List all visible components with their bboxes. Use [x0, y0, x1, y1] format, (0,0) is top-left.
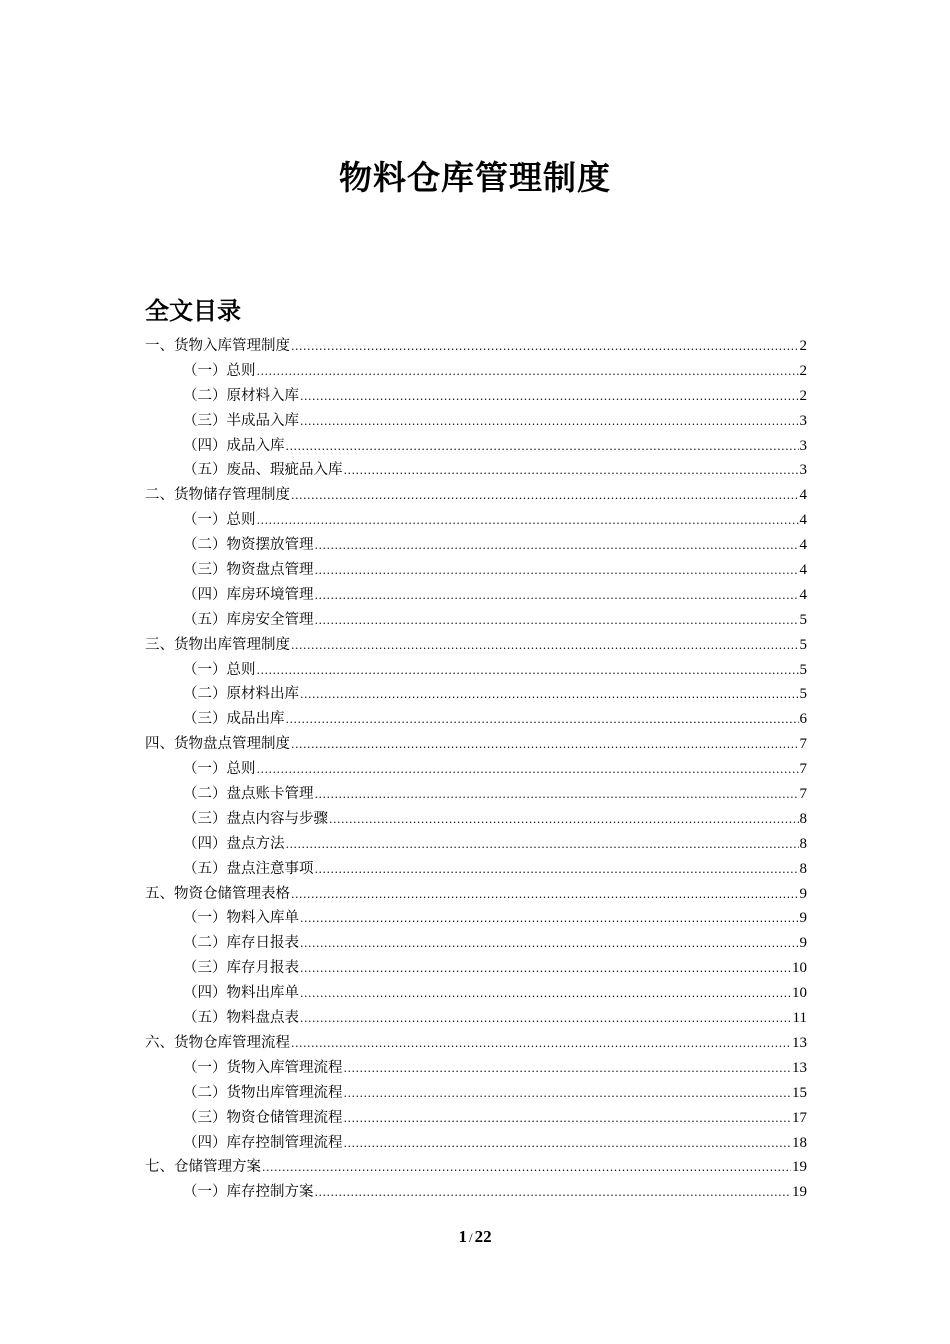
toc-entry-page-number: 10: [792, 985, 807, 1002]
toc-section-entry[interactable]: [145, 1155, 807, 1180]
toc-dot-leader: [300, 957, 791, 982]
toc-entry-page-number: 13: [792, 1034, 807, 1051]
toc-subsection-entry[interactable]: [145, 508, 807, 533]
toc-entry-label: （三）库存月报表: [183, 960, 299, 977]
toc-entry-page-number: 8: [799, 810, 807, 827]
toc-subsection-entry[interactable]: [145, 533, 807, 558]
toc-entry-page-number: 7: [799, 761, 807, 778]
toc-entry-page-number: 19: [792, 1159, 807, 1176]
toc-heading: 全文目录: [145, 297, 241, 325]
toc-entry-label: （二）货物出库管理流程: [183, 1084, 343, 1101]
toc-dot-leader: [315, 559, 799, 584]
toc-dot-leader: [257, 758, 799, 783]
toc-dot-leader: [262, 1156, 791, 1181]
toc-entry-label: （三）物资盘点管理: [183, 562, 314, 579]
toc-entry-page-number: 4: [799, 512, 807, 529]
toc-entry-page-number: 15: [792, 1084, 807, 1101]
toc-entry-label: （三）物资仓储管理流程: [183, 1109, 343, 1126]
toc-entry-label: （二）库存日报表: [183, 935, 299, 952]
toc-entry-page-number: 8: [799, 835, 807, 852]
toc-entry-label: （二）原材料入库: [183, 387, 299, 404]
toc-subsection-entry[interactable]: [145, 458, 807, 483]
toc-subsection-entry[interactable]: [145, 757, 807, 782]
toc-entry-label: （四）库存控制管理流程: [183, 1134, 343, 1151]
toc-dot-leader: [344, 1082, 792, 1107]
toc-subsection-entry[interactable]: [145, 608, 807, 633]
toc-subsection-entry[interactable]: [145, 682, 807, 707]
toc-entry-page-number: 3: [799, 462, 807, 479]
toc-entry-label: （二）原材料出库: [183, 686, 299, 703]
page-separator: /: [468, 1230, 473, 1245]
toc-subsection-entry[interactable]: [145, 1131, 807, 1156]
toc-entry-page-number: 6: [799, 711, 807, 728]
toc-section-entry[interactable]: [145, 633, 807, 658]
toc-entry-label: （二）物资摆放管理: [183, 537, 314, 554]
toc-entry-label: 一、货物入库管理制度: [145, 338, 290, 354]
toc-entry-page-number: 4: [799, 562, 807, 579]
current-page-number: 1: [458, 1227, 467, 1246]
toc-entry-label: （二）盘点账卡管理: [183, 786, 314, 803]
toc-entry-page-number: 4: [799, 487, 807, 504]
page-footer: [0, 1227, 950, 1247]
toc-subsection-entry[interactable]: [145, 384, 807, 409]
toc-entry-page-number: 2: [799, 387, 807, 404]
toc-dot-leader: [300, 932, 799, 957]
toc-dot-leader: [257, 360, 799, 385]
toc-entry-page-number: 9: [799, 885, 807, 902]
toc-entry-label: （一）总则: [183, 761, 256, 778]
toc-dot-leader: [300, 1007, 792, 1032]
toc-entry-label: （四）盘点方法: [183, 835, 285, 852]
toc-dot-leader: [315, 858, 799, 883]
toc-entry-label: （三）盘点内容与步骤: [183, 810, 328, 827]
toc-entry-page-number: 8: [799, 860, 807, 877]
toc-entry-page-number: 7: [799, 786, 807, 803]
toc-subsection-entry[interactable]: [145, 558, 807, 583]
toc-entry-page-number: 19: [792, 1184, 807, 1201]
toc-subsection-entry[interactable]: [145, 359, 807, 384]
toc-dot-leader: [291, 733, 799, 758]
toc-entry-label: （三）半成品入库: [183, 412, 299, 429]
toc-entry-label: 五、物资仓储管理表格: [145, 885, 290, 902]
toc-section-entry[interactable]: [145, 732, 807, 757]
toc-entry-label: 二、货物储存管理制度: [145, 487, 290, 504]
toc-dot-leader: [300, 683, 799, 708]
toc-subsection-entry[interactable]: [145, 658, 807, 683]
toc-subsection-entry[interactable]: [145, 931, 807, 956]
toc-entry-page-number: 5: [799, 611, 807, 628]
toc-dot-leader: [344, 1057, 792, 1082]
toc-subsection-entry[interactable]: [145, 1006, 807, 1031]
table-of-contents: [145, 334, 807, 1205]
toc-dot-leader: [257, 509, 799, 534]
toc-dot-leader: [315, 534, 799, 559]
toc-dot-leader: [344, 459, 799, 484]
toc-entry-page-number: 5: [799, 661, 807, 678]
toc-section-entry[interactable]: [145, 882, 807, 907]
toc-subsection-entry[interactable]: [145, 1081, 807, 1106]
toc-entry-page-number: 4: [799, 586, 807, 603]
toc-entry-label: （五）库房安全管理: [183, 611, 314, 628]
toc-entry-label: （一）总则: [183, 661, 256, 678]
toc-entry-label: （一）货物入库管理流程: [183, 1059, 343, 1076]
toc-dot-leader: [315, 783, 799, 808]
toc-dot-leader: [286, 833, 799, 858]
toc-subsection-entry[interactable]: [145, 906, 807, 931]
toc-dot-leader: [291, 634, 799, 659]
toc-dot-leader: [257, 659, 799, 684]
toc-dot-leader: [300, 410, 799, 435]
toc-entry-label: （四）物料出库单: [183, 985, 299, 1002]
toc-entry-page-number: 3: [799, 412, 807, 429]
toc-entry-page-number: 17: [792, 1109, 807, 1126]
toc-entry-label: （一）总则: [183, 512, 256, 529]
toc-entry-page-number: 18: [792, 1134, 807, 1151]
toc-entry-page-number: 11: [792, 1010, 807, 1027]
toc-entry-label: 四、货物盘点管理制度: [145, 736, 290, 753]
toc-dot-leader: [291, 1032, 791, 1057]
toc-entry-label: （五）废品、瑕疵品入库: [183, 462, 343, 479]
toc-section-entry[interactable]: [145, 483, 807, 508]
toc-entry-label: （五）物料盘点表: [183, 1010, 299, 1027]
toc-subsection-entry[interactable]: [145, 782, 807, 807]
toc-entry-label: （一）库存控制方案: [183, 1184, 314, 1201]
toc-subsection-entry[interactable]: [145, 1056, 807, 1081]
toc-subsection-entry[interactable]: [145, 857, 807, 882]
toc-dot-leader: [286, 435, 799, 460]
toc-subsection-entry[interactable]: [145, 1180, 807, 1205]
toc-entry-page-number: 2: [799, 362, 807, 379]
toc-dot-leader: [291, 335, 799, 360]
toc-entry-page-number: 3: [799, 437, 807, 454]
toc-subsection-entry[interactable]: [145, 981, 807, 1006]
toc-subsection-entry[interactable]: [145, 956, 807, 981]
toc-dot-leader: [300, 385, 799, 410]
toc-subsection-entry[interactable]: [145, 409, 807, 434]
toc-dot-leader: [291, 883, 799, 908]
toc-dot-leader: [344, 1132, 792, 1157]
toc-dot-leader: [315, 609, 799, 634]
toc-dot-leader: [300, 982, 791, 1007]
toc-section-entry[interactable]: [145, 334, 807, 359]
toc-entry-page-number: 5: [799, 686, 807, 703]
toc-subsection-entry[interactable]: [145, 434, 807, 459]
toc-subsection-entry[interactable]: [145, 1106, 807, 1131]
toc-dot-leader: [286, 708, 799, 733]
toc-dot-leader: [315, 584, 799, 609]
toc-dot-leader: [344, 1107, 792, 1132]
toc-entry-page-number: 13: [792, 1059, 807, 1076]
toc-entry-page-number: 2: [799, 338, 807, 354]
toc-entry-page-number: 9: [799, 910, 807, 927]
toc-entry-label: （一）总则: [183, 362, 256, 379]
toc-subsection-entry[interactable]: [145, 583, 807, 608]
toc-entry-label: 三、货物出库管理制度: [145, 636, 290, 653]
toc-entry-label: （四）成品入库: [183, 437, 285, 454]
toc-subsection-entry[interactable]: [145, 832, 807, 857]
toc-dot-leader: [315, 1181, 792, 1206]
toc-dot-leader: [329, 808, 799, 833]
page-title: 物料仓库管理制度: [339, 158, 611, 197]
toc-dot-leader: [291, 484, 799, 509]
toc-dot-leader: [300, 907, 799, 932]
toc-entry-page-number: 10: [792, 960, 807, 977]
toc-entry-page-number: 4: [799, 537, 807, 554]
toc-entry-page-number: 7: [799, 736, 807, 753]
toc-entry-page-number: 9: [799, 935, 807, 952]
toc-entry-label: （三）成品出库: [183, 711, 285, 728]
total-pages-number: 22: [474, 1227, 492, 1246]
toc-entry-label: （五）盘点注意事项: [183, 860, 314, 877]
toc-entry-label: （四）库房环境管理: [183, 586, 314, 603]
toc-entry-label: 七、仓储管理方案: [145, 1159, 261, 1176]
toc-entry-page-number: 5: [799, 636, 807, 653]
toc-entry-label: 六、货物仓库管理流程: [145, 1034, 290, 1051]
toc-entry-label: （一）物料入库单: [183, 910, 299, 927]
toc-subsection-entry[interactable]: [145, 807, 807, 832]
toc-subsection-entry[interactable]: [145, 707, 807, 732]
toc-section-entry[interactable]: [145, 1031, 807, 1056]
